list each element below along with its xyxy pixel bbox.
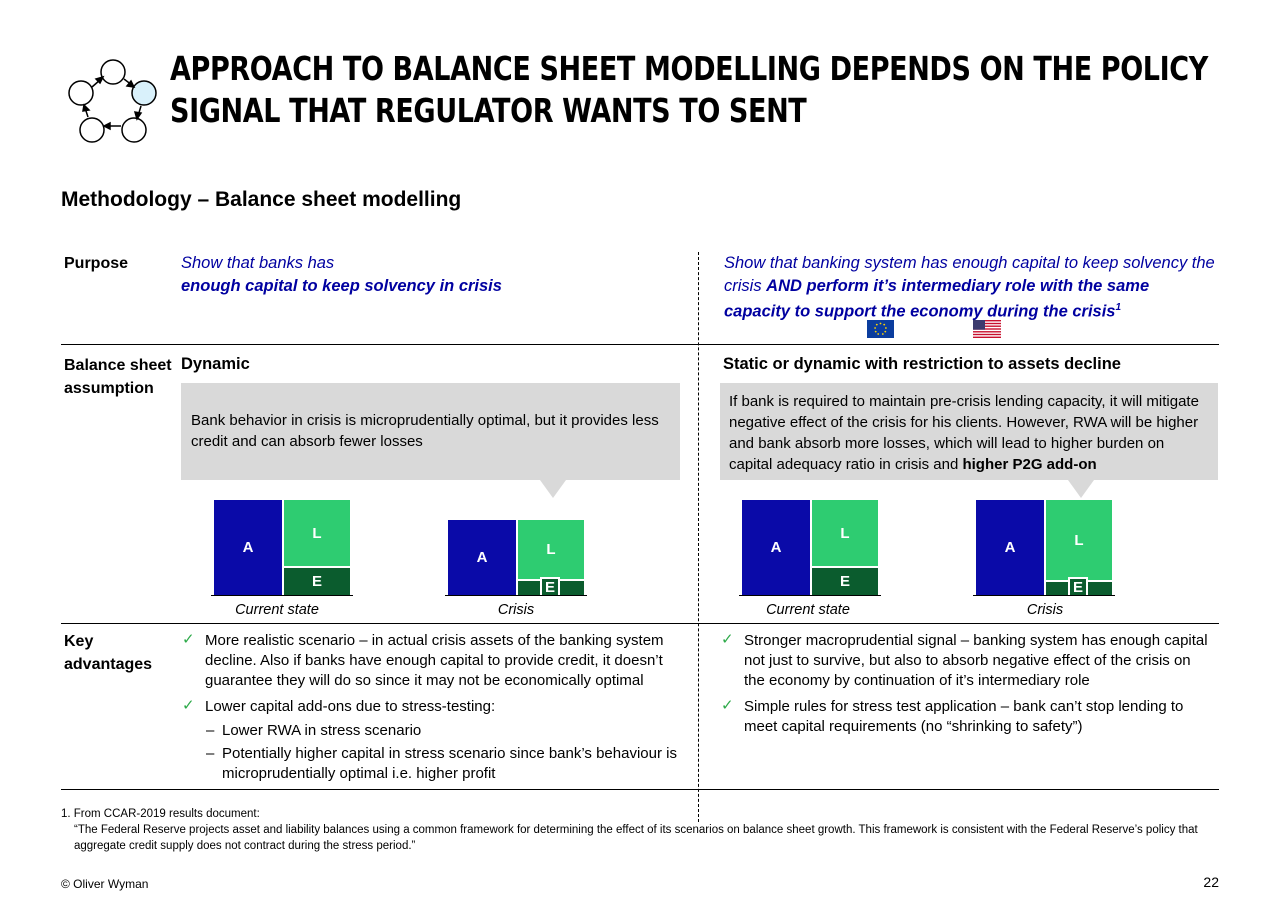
liabilities-block: L — [810, 500, 878, 566]
check-icon: ✓ — [182, 697, 195, 714]
baseline — [973, 595, 1115, 596]
chart-caption: Crisis — [1026, 602, 1064, 618]
dash-icon: – — [206, 722, 215, 739]
baseline — [445, 595, 587, 596]
right-balance-current — [742, 500, 878, 595]
check-icon: ✓ — [721, 697, 734, 714]
column-divider — [698, 252, 699, 822]
assets-block: A — [214, 500, 282, 595]
equity-label: E — [1068, 577, 1088, 597]
chart-caption: Current state — [766, 602, 850, 618]
baseline — [211, 595, 353, 596]
left-advantage-1: More realistic scenario – in actual crisis assets of the banking system decline. Also if banks have enough capital to provide credit, it doesn’t guarantee they will do so since it may not be economically optimal — [205, 632, 664, 689]
equity-block: E — [810, 566, 878, 595]
right-advantage-2: Simple rules for stress test application – bank can’t stop lending to meet capital requirements (no “shrinking to safety”) — [744, 698, 1184, 735]
check-icon: ✓ — [182, 631, 195, 648]
right-callout: If bank is required to maintain pre-crisis lending capacity, it will mitigate negative effect of the crisis for his clients. However, RWA will be higher and bank absorb more losses, which will lead to higher burden on capital adequacy ratio in crisis and higher P2G add-on — [720, 383, 1218, 480]
eu-flag-icon — [867, 320, 894, 338]
us-flag-icon — [973, 320, 1001, 338]
right-assumption-heading: Static or dynamic with restriction to assets decline — [723, 355, 1121, 373]
dash-icon: – — [206, 745, 215, 762]
left-balance-current — [214, 500, 350, 595]
left-callout: Bank behavior in crisis is microprudentially optimal, but it provides less credit and can absorb fewer losses — [181, 383, 680, 480]
liabilities-block: L — [282, 500, 350, 566]
right-purpose: Show that banking system has enough capital to keep solvency the crisis AND perform it’s intermediary role with the same capacity to support the economy during the crisis$^1$ — [724, 254, 1215, 321]
check-icon: ✓ — [721, 631, 734, 648]
assets-block: A — [448, 520, 516, 595]
row-divider-3 — [61, 789, 1219, 790]
liabilities-block: L — [1044, 500, 1112, 580]
baseline — [739, 595, 881, 596]
left-callout-pointer — [540, 480, 566, 498]
page-title: APPROACH TO BALANCE SHEET MODELLING DEPENDS ON THE POLICY SIGNAL THAT REGULATOR WANTS TO SENT — [170, 49, 1208, 130]
left-assumption-heading: Dynamic — [181, 355, 250, 373]
key-advantages-label: Key advantages — [64, 633, 153, 673]
left-purpose: Show that banks has enough capital to keep solvency in crisis — [181, 254, 502, 295]
right-balance-crisis — [976, 500, 1112, 595]
balance-sheet-label: Balance sheet assumption — [64, 357, 172, 397]
assets-block: A — [976, 500, 1044, 595]
right-callout-pointer — [1068, 480, 1094, 498]
copyright: © Oliver Wyman — [61, 877, 149, 891]
chart-caption: Current state — [235, 602, 319, 618]
chart-caption: Crisis — [497, 602, 535, 618]
section-subtitle: Methodology – Balance sheet modelling — [61, 188, 462, 211]
right-advantage-1: Stronger macroprudential signal – banking system has enough capital not just to survive, but also to absorb negative effect of the crisis on the economy by continuation of it’s intermediary role — [744, 632, 1208, 689]
row-divider-2 — [61, 623, 1219, 624]
cycle-icon — [64, 55, 160, 147]
left-advantage-2-sub-2: Potentially higher capital in stress scenario since bank’s behaviour is microprudentially optimal i.e. higher profit — [222, 745, 677, 782]
left-advantage-2-sub-1: Lower RWA in stress scenario — [222, 722, 422, 739]
footnote-source: 1. From CCAR-2019 results document: — [61, 808, 260, 820]
equity-block: E — [282, 566, 350, 595]
row-divider-1 — [61, 344, 1219, 345]
footnote-quote: “The Federal Reserve projects asset and liability balances using a common framework for determining the effect of its scenarios on balance sheet growth. This framework is consistent with the Federal Reserve’s policy that aggregate credit supply does not contract during the stress period.” — [74, 824, 1198, 852]
equity-label: E — [540, 577, 560, 597]
page-number: 22 — [1203, 874, 1219, 890]
left-balance-crisis — [448, 520, 584, 595]
liabilities-block: L — [516, 520, 584, 579]
left-advantage-2: Lower capital add-ons due to stress-testing: — [205, 698, 496, 715]
assets-block: A — [742, 500, 810, 595]
purpose-label: Purpose — [64, 255, 129, 272]
